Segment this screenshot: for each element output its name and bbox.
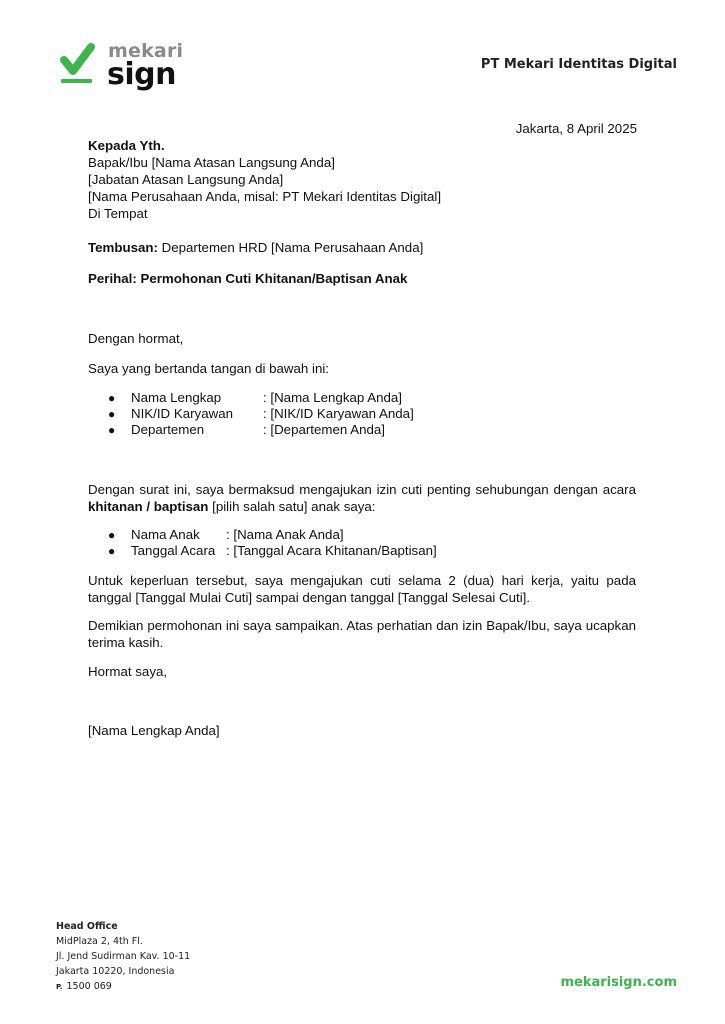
phone-number: 1500 069 — [66, 981, 112, 992]
cc-label: Tembusan: — [88, 240, 158, 255]
purpose-event: khitanan / baptisan — [88, 499, 209, 514]
company-name: PT Mekari Identitas Digital — [480, 57, 677, 72]
bullet-icon: ● — [108, 391, 116, 405]
footer-title: Head Office — [56, 921, 118, 932]
address-line: Jl. Jend Sudirman Kav. 10-11 — [56, 951, 191, 962]
detail-label: Tanggal Acara — [131, 543, 216, 558]
employee-details-list — [108, 390, 414, 438]
detail-value: : [Departemen Anda] — [263, 422, 385, 437]
cc-line — [88, 239, 636, 256]
detail-label: NIK/ID Karyawan — [131, 406, 233, 421]
bullet-icon: ● — [108, 407, 116, 421]
phone-line — [56, 979, 190, 995]
detail-label: Nama Lengkap — [131, 390, 222, 405]
child-details-list — [108, 527, 437, 559]
duration-paragraph: Untuk keperluan tersebut, saya mengajukan cuti selama 2 (dua) hari kerja, yaitu pada tanggal [Tanggal Mulai Cuti] sampai dengan tanggal [Tanggal Selesai Cuti]. — [88, 573, 636, 605]
head-office-address — [56, 919, 190, 995]
website-link[interactable]: mekarisign.com — [560, 975, 677, 990]
detail-value: : [Nama Lengkap Anda] — [263, 390, 402, 405]
detail-value: : [Tanggal Acara Khitanan/Baptisan] — [226, 543, 437, 558]
recipient-line: [Jabatan Atasan Langsung Anda] — [88, 172, 284, 187]
bullet-icon: ● — [108, 544, 116, 558]
recipient-line: [Nama Perusahaan Anda, misal: PT Mekari Identitas Digital] — [88, 189, 442, 204]
list-item — [108, 543, 437, 559]
signoff: Hormat saya, — [88, 664, 168, 679]
logo-text-mekari: mekari — [108, 40, 184, 62]
address-line: MidPlaza 2, 4th Fl. — [56, 936, 143, 947]
intro-text: Saya yang bertanda tangan di bawah ini: — [88, 361, 329, 376]
detail-label: Departemen — [131, 422, 205, 437]
list-item — [108, 527, 437, 543]
phone-icon: P. — [56, 983, 63, 991]
address-line: Jakarta 10220, Indonesia — [56, 966, 175, 977]
check-icon — [58, 40, 98, 86]
detail-value: : [Nama Anak Anda] — [226, 527, 344, 542]
signature-name: [Nama Lengkap Anda] — [88, 723, 220, 738]
detail-label: Nama Anak — [131, 527, 200, 542]
logo-text-sign: sign — [107, 57, 176, 92]
purpose-text-end: [pilih salah satu] anak saya: — [208, 499, 376, 514]
recipient-line: Di Tempat — [88, 206, 148, 221]
purpose-paragraph — [88, 481, 636, 515]
bullet-icon: ● — [108, 423, 116, 437]
bullet-icon: ● — [108, 528, 116, 542]
list-item — [108, 390, 414, 406]
recipient-line: Bapak/Ibu [Nama Atasan Langsung Anda] — [88, 155, 335, 170]
closing-paragraph: Demikian permohonan ini saya sampaikan. Atas perhatian dan izin Bapak/Ibu, saya ucapkan terima kasih. — [88, 618, 636, 650]
purpose-text: Dengan surat ini, saya bermaksud mengajukan izin cuti penting sehubungan dengan acara — [88, 482, 636, 497]
recipient-block — [88, 137, 636, 222]
recipient-salutation: Kepada Yth. — [88, 138, 165, 153]
mekari-sign-logo — [58, 40, 188, 96]
list-item — [108, 406, 414, 422]
detail-value: : [NIK/ID Karyawan Anda] — [263, 406, 414, 421]
list-item — [108, 422, 414, 438]
cc-value: Departemen HRD [Nama Perusahaan Anda] — [157, 240, 424, 255]
greeting: Dengan hormat, — [88, 331, 184, 346]
letter-date: Jakarta, 8 April 2025 — [515, 121, 637, 136]
subject-line: Perihal: Permohonan Cuti Khitanan/Baptisan Anak — [88, 271, 408, 286]
